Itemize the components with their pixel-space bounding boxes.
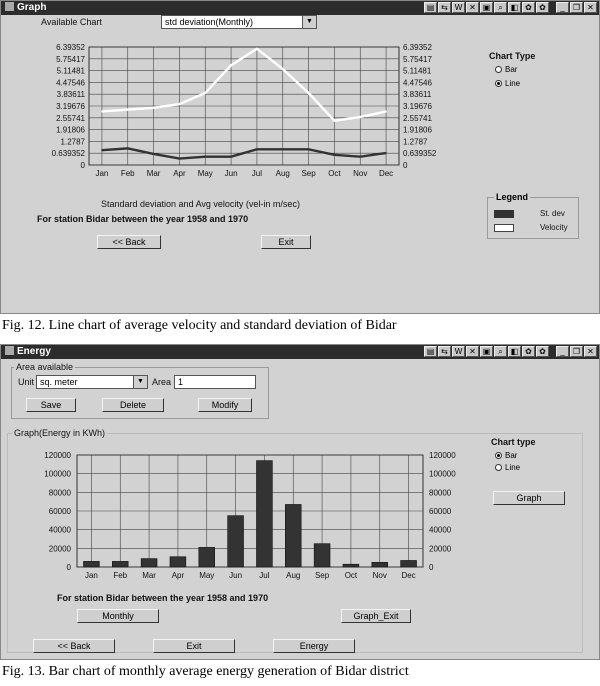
radio-line[interactable] [495, 463, 520, 472]
station-text: For station Bidar between the year 1958 and 1970 [37, 214, 249, 224]
available-chart-label: Available Chart [41, 17, 102, 27]
x-tick-label: May [197, 169, 213, 178]
back-button[interactable]: << Back [33, 639, 115, 653]
energy-window [0, 344, 600, 660]
minimize-icon[interactable]: _ [556, 2, 569, 13]
x-tick-label: May [199, 571, 215, 580]
velocity-line-point [101, 111, 103, 113]
radio-line[interactable] [495, 79, 520, 88]
y-tick-right: 5.11481 [403, 66, 432, 76]
y-tick-right: 3.83611 [403, 90, 432, 100]
y-tick-right: 120000 [429, 451, 456, 460]
y-tick-left: 80000 [48, 488, 71, 498]
velocity-line-point [308, 92, 310, 94]
y-tick-left: 0 [80, 161, 85, 170]
app-icon [5, 346, 14, 355]
stdev-line-point [256, 149, 258, 151]
x-tick-label: Apr [171, 571, 185, 580]
bar [112, 561, 128, 567]
delete-button[interactable]: Delete [102, 398, 164, 412]
station-text: For station Bidar between the year 1958 and 1970 [57, 593, 269, 603]
x-tick-label: Jan [84, 571, 98, 580]
area-label: Area [152, 377, 172, 387]
chart-type-label: Chart Type [489, 51, 536, 61]
velocity-line-point [127, 109, 129, 111]
close-icon[interactable]: ✕ [584, 346, 597, 357]
energy-window-title: Energy [17, 346, 51, 357]
close-icon[interactable]: ✕ [584, 2, 597, 13]
y-tick-right: 2.55741 [403, 113, 432, 123]
app-icon [5, 2, 14, 11]
tool-icon-1[interactable]: ▤ [424, 2, 437, 13]
chart-type-label: Chart type [491, 437, 536, 447]
y-tick-right: 60000 [429, 507, 452, 516]
y-tick-right: 1.91806 [403, 125, 432, 135]
stdev-line-point [153, 153, 155, 155]
stdev-line-point [282, 149, 284, 151]
y-tick-right: 0 [403, 161, 408, 170]
x-tick-label: Aug [286, 571, 301, 580]
tool-icon-1[interactable]: ▤ [424, 346, 437, 357]
bar [256, 461, 272, 567]
radio-line-dot[interactable] [495, 464, 502, 471]
chart-select-value: std deviation(Monthly) [165, 17, 254, 27]
x-tick-label: Jun [229, 571, 243, 580]
radio-line-label: Line [505, 79, 521, 88]
velocity-line [102, 49, 386, 121]
tool-icon-3[interactable]: W [452, 2, 465, 13]
legend-title: Legend [496, 192, 529, 202]
y-tick-left: 2.55741 [56, 113, 85, 123]
x-tick-label: Jul [251, 169, 263, 178]
y-tick-left: 3.19676 [56, 102, 85, 111]
x-tick-label: Dec [378, 169, 394, 178]
x-tick-label: Feb [120, 169, 135, 178]
bar [170, 557, 186, 567]
graph-exit-button[interactable]: Graph_Exit [341, 609, 411, 623]
bar [83, 561, 99, 567]
y-tick-right: 20000 [429, 544, 452, 554]
tool-icon-4[interactable]: ✕ [466, 2, 479, 13]
bar [141, 559, 157, 567]
x-tick-label: Jan [95, 169, 109, 178]
tool-icon-6[interactable]: ⌕ [494, 2, 507, 13]
bar [314, 544, 330, 567]
graph-window [0, 0, 600, 314]
bar [199, 547, 215, 567]
exit-button[interactable]: Exit [153, 639, 235, 653]
energy-button[interactable]: Energy [273, 639, 355, 653]
chart-type-group [485, 53, 579, 99]
radio-bar[interactable] [495, 65, 517, 74]
x-tick-label: Nov [372, 571, 387, 580]
velocity-line-point [282, 68, 284, 70]
x-tick-label: Oct [344, 571, 358, 580]
x-tick-label: Jul [259, 571, 270, 580]
toolbar-buttons [424, 346, 597, 357]
chart-type-group [489, 439, 571, 479]
bar [401, 560, 417, 567]
y-tick-left: 4.47546 [56, 78, 85, 88]
stdev-line-point [359, 156, 361, 158]
x-tick-label: Dec [401, 571, 416, 580]
tool-icon-4[interactable]: ✕ [466, 346, 479, 357]
radio-line-label: Line [505, 463, 521, 472]
bar [228, 516, 244, 567]
y-tick-left: 5.11481 [56, 66, 85, 76]
x-tick-label: Feb [113, 571, 128, 580]
fig13-caption: Fig. 13. Bar chart of monthly average energy generation of Bidar district [2, 664, 409, 679]
y-tick-right: 4.47546 [403, 78, 432, 88]
x-tick-label: Apr [173, 169, 186, 178]
exit-button[interactable]: Exit [261, 235, 311, 249]
legend-label-stdev: St. dev [540, 209, 565, 218]
radio-bar-dot[interactable] [495, 452, 502, 459]
y-tick-right: 6.39352 [403, 43, 432, 52]
velocity-line-point [230, 65, 232, 67]
y-tick-right: 40000 [429, 525, 452, 535]
y-tick-left: 3.83611 [56, 90, 85, 100]
tool-icon-5[interactable]: ▣ [480, 2, 493, 13]
area-available-label: Area available [16, 362, 74, 372]
y-tick-right: 5.75417 [403, 54, 432, 64]
x-tick-label: Sep [314, 571, 330, 580]
y-tick-left: 5.75417 [56, 54, 85, 64]
tool-icon-8[interactable]: ✿ [522, 2, 535, 13]
legend-label-velocity: Velocity [540, 223, 568, 232]
graph-titlebar [1, 1, 599, 15]
tool-icon-8[interactable]: ✿ [522, 346, 535, 357]
chart-select[interactable] [161, 15, 317, 29]
tool-icon-3[interactable]: W [452, 346, 465, 357]
x-tick-label: Mar [146, 169, 161, 178]
y-tick-right: 3.19676 [403, 102, 432, 111]
x-tick-label: Sep [301, 169, 316, 178]
x-tick-label: Oct [328, 169, 341, 178]
x-tick-label: Aug [275, 169, 290, 178]
unit-select-value: sq. meter [40, 377, 78, 387]
y-tick-left: 6.39352 [56, 43, 85, 52]
save-button[interactable]: Save [26, 398, 76, 412]
y-tick-right: 0.639352 [403, 149, 437, 159]
tool-icon-2[interactable]: ⇆ [438, 346, 451, 357]
back-button[interactable]: << Back [97, 235, 161, 249]
velocity-line-point [385, 111, 387, 113]
line-chart [1, 37, 471, 187]
tool-icon-5[interactable]: ▣ [480, 346, 493, 357]
stdev-line-point [179, 158, 181, 160]
bar [372, 562, 388, 567]
stdev-line-point [101, 149, 103, 151]
y-tick-left: 120000 [44, 451, 71, 460]
tool-icon-9[interactable]: ✿ [536, 346, 549, 357]
modify-button[interactable]: Modify [198, 398, 252, 412]
y-tick-left: 0.639352 [51, 149, 85, 159]
stdev-line-point [385, 152, 387, 154]
radio-line-dot[interactable] [495, 80, 502, 87]
velocity-line-point [204, 92, 206, 94]
tool-icon-9[interactable]: ✿ [536, 2, 549, 13]
y-tick-left: 40000 [48, 525, 71, 535]
y-tick-left: 1.2787 [60, 137, 85, 147]
x-tick-label: Mar [142, 571, 156, 580]
area-input[interactable]: 1 [174, 375, 256, 389]
tool-icon-2[interactable]: ⇆ [438, 2, 451, 13]
stdev-line-point [230, 156, 232, 158]
y-tick-left: 0 [66, 563, 71, 572]
velocity-line-point [359, 116, 361, 118]
radio-bar-dot[interactable] [495, 66, 502, 73]
velocity-line-point [153, 107, 155, 109]
tool-icon-7[interactable]: ◧ [508, 346, 521, 357]
energy-titlebar [1, 345, 599, 359]
restore-icon[interactable]: ❐ [570, 346, 583, 357]
toolbar-buttons [424, 2, 597, 13]
bar [343, 564, 359, 567]
chevron-down-icon[interactable]: ▼ [133, 376, 147, 388]
velocity-line-point [179, 103, 181, 105]
bar-chart [1, 445, 481, 585]
y-tick-left: 60000 [48, 507, 71, 516]
stdev-line-point [308, 149, 310, 151]
y-tick-right: 0 [429, 563, 434, 572]
radio-bar[interactable] [495, 451, 517, 460]
y-tick-left: 20000 [48, 544, 71, 554]
velocity-line-point [334, 120, 336, 122]
bar [285, 504, 301, 567]
area-available-group [11, 362, 269, 419]
velocity-line-point [256, 48, 258, 50]
tool-icon-7[interactable]: ◧ [508, 2, 521, 13]
legend-swatch-velocity [494, 224, 514, 232]
radio-bar-label: Bar [505, 451, 518, 460]
axis-caption: Standard deviation and Avg velocity (vel-in m/sec) [101, 199, 300, 209]
radio-bar-label: Bar [505, 65, 518, 74]
stdev-line-point [334, 154, 336, 156]
tool-icon-6[interactable]: ⌕ [494, 346, 507, 357]
fig12-caption: Fig. 12. Line chart of average velocity and standard deviation of Bidar [2, 318, 397, 333]
legend-swatch-stdev [494, 210, 514, 218]
graph-button[interactable]: Graph [493, 491, 565, 505]
graph-group-label: Graph(Energy in KWh) [14, 428, 106, 438]
y-tick-right: 80000 [429, 488, 452, 498]
stdev-line-point [204, 156, 206, 158]
stdev-line-point [127, 148, 129, 150]
minimize-icon[interactable]: _ [556, 346, 569, 357]
y-tick-right: 1.2787 [403, 137, 428, 147]
restore-icon[interactable]: ❐ [570, 2, 583, 13]
unit-label: Unit [18, 377, 35, 387]
monthly-button[interactable]: Monthly [77, 609, 159, 623]
graph-window-title: Graph [17, 2, 47, 13]
chevron-down-icon[interactable]: ▼ [302, 16, 316, 28]
y-tick-left: 1.91806 [56, 125, 85, 135]
y-tick-right: 100000 [429, 469, 456, 479]
y-tick-left: 100000 [44, 469, 71, 479]
x-tick-label: Nov [353, 169, 368, 178]
unit-select[interactable] [36, 375, 148, 389]
x-tick-label: Jun [224, 169, 238, 178]
legend-box [487, 192, 579, 239]
